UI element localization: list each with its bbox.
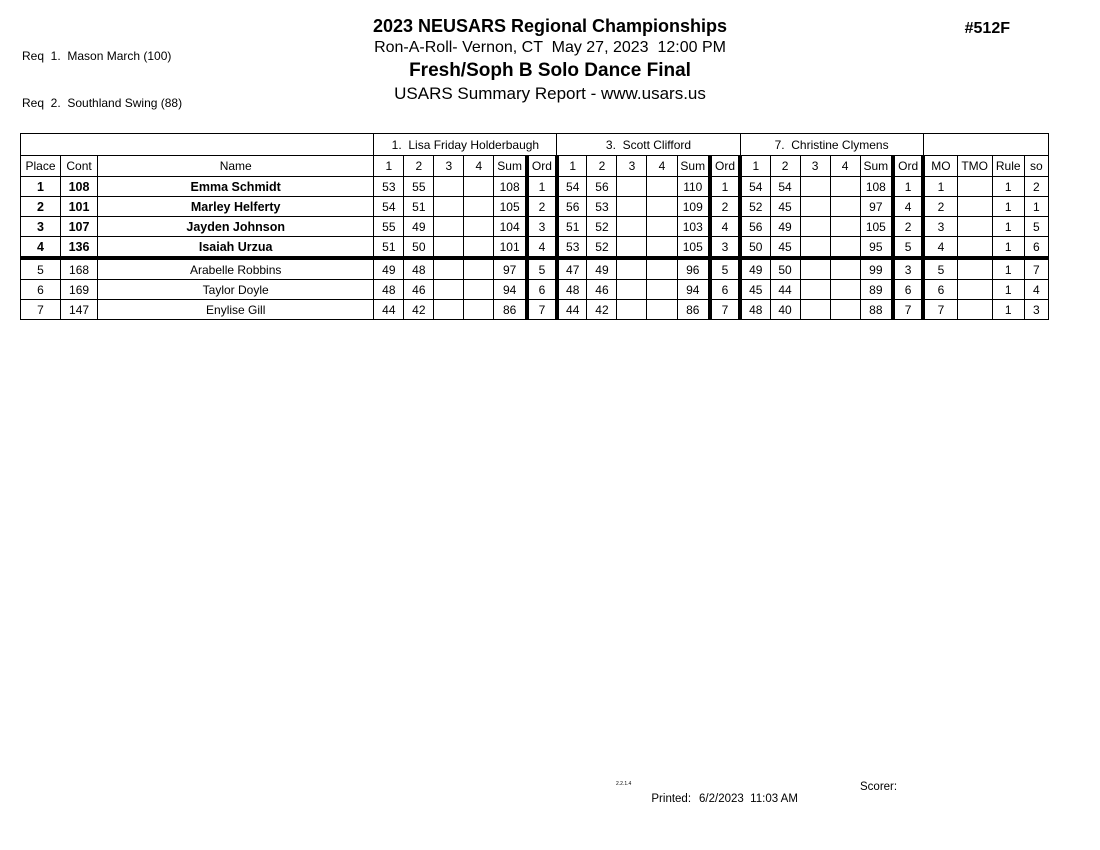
judge1-score-cell: [434, 300, 464, 320]
col-header-j3-score1: 1: [557, 156, 587, 177]
table-row: [21, 258, 1049, 280]
judge7-score-cell: [800, 177, 830, 197]
judge1-ordinal-cell: 7: [527, 300, 557, 320]
judge7-score-cell: [830, 300, 860, 320]
judge3-score-cell: [647, 237, 677, 259]
col-header-j7-score3: 3: [800, 156, 830, 177]
total-majority-ordinal-cell: [957, 300, 992, 320]
judge7-score-cell: [830, 280, 860, 300]
col-header-place: Place: [21, 156, 61, 177]
contestant-number-cell: 136: [61, 237, 98, 259]
judge3-score-cell: 52: [587, 237, 617, 259]
results-body: [21, 177, 1049, 320]
skater-name-cell: Emma Schmidt: [98, 177, 374, 197]
skating-order-cell: 2: [1024, 177, 1048, 197]
judge-header-row: [21, 134, 1049, 156]
judge-1-name: 1. Lisa Friday Holderbaugh: [374, 134, 557, 156]
venue-date-line: Ron-A-Roll- Vernon, CT May 27, 2023 12:00 PM: [374, 39, 726, 56]
judge3-score-cell: [647, 197, 677, 217]
skater-name-cell: Isaiah Urzua: [98, 237, 374, 259]
judge7-score-cell: 50: [740, 237, 770, 259]
majority-ordinal-cell: 6: [923, 280, 957, 300]
col-header-so: so: [1024, 156, 1048, 177]
judge7-score-cell: [800, 217, 830, 237]
place-cell: 4: [21, 237, 61, 259]
col-header-cont: Cont: [61, 156, 98, 177]
judge3-sum-cell: 86: [677, 300, 710, 320]
judge1-sum-cell: 108: [494, 177, 527, 197]
judge1-sum-cell: 86: [494, 300, 527, 320]
judge1-score-cell: [434, 258, 464, 280]
judge1-score-cell: 55: [374, 217, 404, 237]
judge3-sum-cell: 109: [677, 197, 710, 217]
judge7-sum-cell: 97: [860, 197, 893, 217]
majority-ordinal-cell: 5: [923, 258, 957, 280]
judge7-score-cell: 52: [740, 197, 770, 217]
column-header-row: [21, 156, 1049, 177]
col-header-j1-ord: Ord: [527, 156, 557, 177]
total-majority-ordinal-cell: [957, 177, 992, 197]
skater-name-cell: Taylor Doyle: [98, 280, 374, 300]
judge3-ordinal-cell: 1: [710, 177, 740, 197]
judge3-score-cell: [617, 197, 647, 217]
judge3-score-cell: [617, 280, 647, 300]
table-row: [21, 197, 1049, 217]
judge1-score-cell: [434, 280, 464, 300]
judge7-score-cell: [830, 197, 860, 217]
judge1-sum-cell: 105: [494, 197, 527, 217]
skater-name-cell: Arabelle Robbins: [98, 258, 374, 280]
judge1-score-cell: [464, 197, 494, 217]
judge7-score-cell: [800, 197, 830, 217]
judge3-sum-cell: 105: [677, 237, 710, 259]
majority-ordinal-cell: 7: [923, 300, 957, 320]
judge1-score-cell: 53: [374, 177, 404, 197]
judge7-ordinal-cell: 7: [893, 300, 923, 320]
total-majority-ordinal-cell: [957, 217, 992, 237]
judge3-ordinal-cell: 5: [710, 258, 740, 280]
judge3-ordinal-cell: 6: [710, 280, 740, 300]
judge7-score-cell: 49: [770, 217, 800, 237]
judge1-score-cell: 48: [374, 280, 404, 300]
judge7-sum-cell: 105: [860, 217, 893, 237]
software-version: 2.2.1.4: [616, 781, 632, 787]
total-majority-ordinal-cell: [957, 237, 992, 259]
judge-row-right-spacer: [923, 134, 1048, 156]
judge3-score-cell: 48: [557, 280, 587, 300]
table-row: [21, 280, 1049, 300]
judge3-score-cell: [647, 300, 677, 320]
judge1-score-cell: [434, 217, 464, 237]
event-title: Fresh/Soph B Solo Dance Final: [409, 60, 691, 81]
contestant-number-cell: 108: [61, 177, 98, 197]
judge1-sum-cell: 94: [494, 280, 527, 300]
total-majority-ordinal-cell: [957, 258, 992, 280]
skating-order-cell: 1: [1024, 197, 1048, 217]
col-header-mo: MO: [923, 156, 957, 177]
rule-cell: 1: [992, 177, 1024, 197]
scorer-label: Scorer:: [860, 781, 898, 793]
judge3-sum-cell: 94: [677, 280, 710, 300]
skater-name-cell: Jayden Johnson: [98, 217, 374, 237]
judge1-score-cell: 54: [374, 197, 404, 217]
judge7-score-cell: [830, 217, 860, 237]
judge7-score-cell: 49: [740, 258, 770, 280]
judge1-ordinal-cell: 2: [527, 197, 557, 217]
judge1-score-cell: 51: [374, 237, 404, 259]
judge1-score-cell: 49: [404, 217, 434, 237]
judge3-score-cell: [647, 217, 677, 237]
skating-order-cell: 6: [1024, 237, 1048, 259]
place-cell: 2: [21, 197, 61, 217]
col-header-j1-score3: 3: [434, 156, 464, 177]
event-number: #512F: [964, 20, 1010, 37]
judge1-score-cell: [434, 237, 464, 259]
judge7-sum-cell: 108: [860, 177, 893, 197]
judge3-score-cell: [617, 300, 647, 320]
skating-order-cell: 3: [1024, 300, 1048, 320]
judge1-ordinal-cell: 6: [527, 280, 557, 300]
skating-order-cell: 7: [1024, 258, 1048, 280]
judge7-sum-cell: 88: [860, 300, 893, 320]
table-row: [21, 237, 1049, 259]
place-cell: 3: [21, 217, 61, 237]
judge3-ordinal-cell: 3: [710, 237, 740, 259]
judge7-ordinal-cell: 1: [893, 177, 923, 197]
judge7-ordinal-cell: 3: [893, 258, 923, 280]
judge7-score-cell: [800, 237, 830, 259]
contestant-number-cell: 169: [61, 280, 98, 300]
judge1-sum-cell: 101: [494, 237, 527, 259]
judge7-ordinal-cell: 2: [893, 217, 923, 237]
judge7-score-cell: 54: [740, 177, 770, 197]
rule-cell: 1: [992, 300, 1024, 320]
judge7-sum-cell: 99: [860, 258, 893, 280]
skater-name-cell: Marley Helferty: [98, 197, 374, 217]
judge3-score-cell: 42: [587, 300, 617, 320]
judge7-ordinal-cell: 4: [893, 197, 923, 217]
col-header-j7-ord: Ord: [893, 156, 923, 177]
report-type-line: USARS Summary Report - www.usars.us: [394, 84, 706, 103]
col-header-j1-score4: 4: [464, 156, 494, 177]
judge7-score-cell: [830, 237, 860, 259]
judge7-score-cell: [800, 280, 830, 300]
judge-row-left-spacer: [21, 134, 374, 156]
judge1-score-cell: 50: [404, 237, 434, 259]
judge1-score-cell: [464, 280, 494, 300]
judge7-score-cell: 40: [770, 300, 800, 320]
judge1-score-cell: [464, 237, 494, 259]
table-row: [21, 217, 1049, 237]
judge1-score-cell: 51: [404, 197, 434, 217]
required-dance-2: Req 2. Southland Swing (88): [22, 95, 183, 110]
judge1-score-cell: 42: [404, 300, 434, 320]
place-cell: 1: [21, 177, 61, 197]
col-header-name: Name: [98, 156, 374, 177]
judge3-sum-cell: 103: [677, 217, 710, 237]
judge3-score-cell: 52: [587, 217, 617, 237]
col-header-j3-score2: 2: [587, 156, 617, 177]
judge1-ordinal-cell: 1: [527, 177, 557, 197]
judge7-score-cell: 44: [770, 280, 800, 300]
judge7-score-cell: 45: [740, 280, 770, 300]
results-table: [20, 133, 1049, 320]
judge1-score-cell: [464, 300, 494, 320]
col-header-rule: Rule: [992, 156, 1024, 177]
judge3-score-cell: [647, 258, 677, 280]
judge1-sum-cell: 97: [494, 258, 527, 280]
col-header-j3-score3: 3: [617, 156, 647, 177]
col-header-j1-sum: Sum: [494, 156, 527, 177]
place-cell: 6: [21, 280, 61, 300]
judge3-score-cell: [617, 177, 647, 197]
judge3-sum-cell: 110: [677, 177, 710, 197]
judge1-score-cell: [464, 217, 494, 237]
rule-cell: 1: [992, 258, 1024, 280]
col-header-j7-score4: 4: [830, 156, 860, 177]
judge7-score-cell: [830, 258, 860, 280]
judge1-score-cell: 46: [404, 280, 434, 300]
rule-cell: 1: [992, 280, 1024, 300]
judge7-score-cell: [800, 258, 830, 280]
judge3-score-cell: 53: [587, 197, 617, 217]
judge7-score-cell: 54: [770, 177, 800, 197]
table-row: [21, 300, 1049, 320]
skating-order-cell: 5: [1024, 217, 1048, 237]
col-header-j7-score1: 1: [740, 156, 770, 177]
contestant-number-cell: 147: [61, 300, 98, 320]
judge1-score-cell: 55: [404, 177, 434, 197]
judge3-score-cell: 56: [557, 197, 587, 217]
judge1-ordinal-cell: 3: [527, 217, 557, 237]
majority-ordinal-cell: 3: [923, 217, 957, 237]
judge1-score-cell: 44: [374, 300, 404, 320]
col-header-tmo: TMO: [957, 156, 992, 177]
judge3-score-cell: 54: [557, 177, 587, 197]
judge7-score-cell: 56: [740, 217, 770, 237]
title-block: [0, 15, 1100, 105]
judge3-ordinal-cell: 7: [710, 300, 740, 320]
majority-ordinal-cell: 2: [923, 197, 957, 217]
judge3-score-cell: [647, 177, 677, 197]
rule-cell: 1: [992, 197, 1024, 217]
col-header-j3-score4: 4: [647, 156, 677, 177]
contestant-number-cell: 101: [61, 197, 98, 217]
judge7-ordinal-cell: 6: [893, 280, 923, 300]
judge3-score-cell: [617, 258, 647, 280]
judge1-score-cell: [434, 197, 464, 217]
skater-name-cell: Enylise Gill: [98, 300, 374, 320]
judge1-ordinal-cell: 4: [527, 237, 557, 259]
skating-order-cell: 4: [1024, 280, 1048, 300]
judge3-score-cell: 44: [557, 300, 587, 320]
judge3-score-cell: 46: [587, 280, 617, 300]
judge3-score-cell: 56: [587, 177, 617, 197]
judge7-score-cell: 50: [770, 258, 800, 280]
judge3-ordinal-cell: 4: [710, 217, 740, 237]
judge1-sum-cell: 104: [494, 217, 527, 237]
judge7-score-cell: 45: [770, 237, 800, 259]
col-header-j1-score1: 1: [374, 156, 404, 177]
judge1-score-cell: 49: [374, 258, 404, 280]
judge1-score-cell: 48: [404, 258, 434, 280]
rule-cell: 1: [992, 217, 1024, 237]
rule-cell: 1: [992, 237, 1024, 259]
col-header-j1-score2: 2: [404, 156, 434, 177]
col-header-j7-sum: Sum: [860, 156, 893, 177]
judge-7-name: 7. Christine Clymens: [740, 134, 923, 156]
col-header-j3-sum: Sum: [677, 156, 710, 177]
majority-ordinal-cell: 1: [923, 177, 957, 197]
judge3-score-cell: [617, 217, 647, 237]
col-header-j3-ord: Ord: [710, 156, 740, 177]
championship-title: 2023 NEUSARS Regional Championships: [372, 16, 728, 36]
place-cell: 5: [21, 258, 61, 280]
judge-3-name: 3. Scott Clifford: [557, 134, 740, 156]
majority-ordinal-cell: 4: [923, 237, 957, 259]
judge1-score-cell: [464, 258, 494, 280]
judge7-sum-cell: 95: [860, 237, 893, 259]
printed-datetime: 6/2/2023 11:03 AM: [699, 793, 798, 805]
col-header-j7-score2: 2: [770, 156, 800, 177]
printed-line: [645, 781, 798, 805]
judge7-score-cell: 45: [770, 197, 800, 217]
judge3-score-cell: [647, 280, 677, 300]
judge7-score-cell: 48: [740, 300, 770, 320]
judge3-score-cell: 49: [587, 258, 617, 280]
total-majority-ordinal-cell: [957, 280, 992, 300]
judge3-score-cell: [617, 237, 647, 259]
judge1-score-cell: [434, 177, 464, 197]
contestant-number-cell: 107: [61, 217, 98, 237]
place-cell: 7: [21, 300, 61, 320]
judge3-ordinal-cell: 2: [710, 197, 740, 217]
contestant-number-cell: 168: [61, 258, 98, 280]
judge1-score-cell: [464, 177, 494, 197]
table-row: [21, 177, 1049, 197]
judge7-score-cell: [800, 300, 830, 320]
judge3-score-cell: 53: [557, 237, 587, 259]
judge3-score-cell: 51: [557, 217, 587, 237]
judge3-sum-cell: 96: [677, 258, 710, 280]
judge3-score-cell: 47: [557, 258, 587, 280]
required-dance-1: Req 1. Mason March (100): [22, 49, 172, 63]
judge7-ordinal-cell: 5: [893, 237, 923, 259]
total-majority-ordinal-cell: [957, 197, 992, 217]
judge7-sum-cell: 89: [860, 280, 893, 300]
judge1-ordinal-cell: 5: [527, 258, 557, 280]
printed-label: Printed:: [651, 793, 692, 805]
judge7-score-cell: [830, 177, 860, 197]
